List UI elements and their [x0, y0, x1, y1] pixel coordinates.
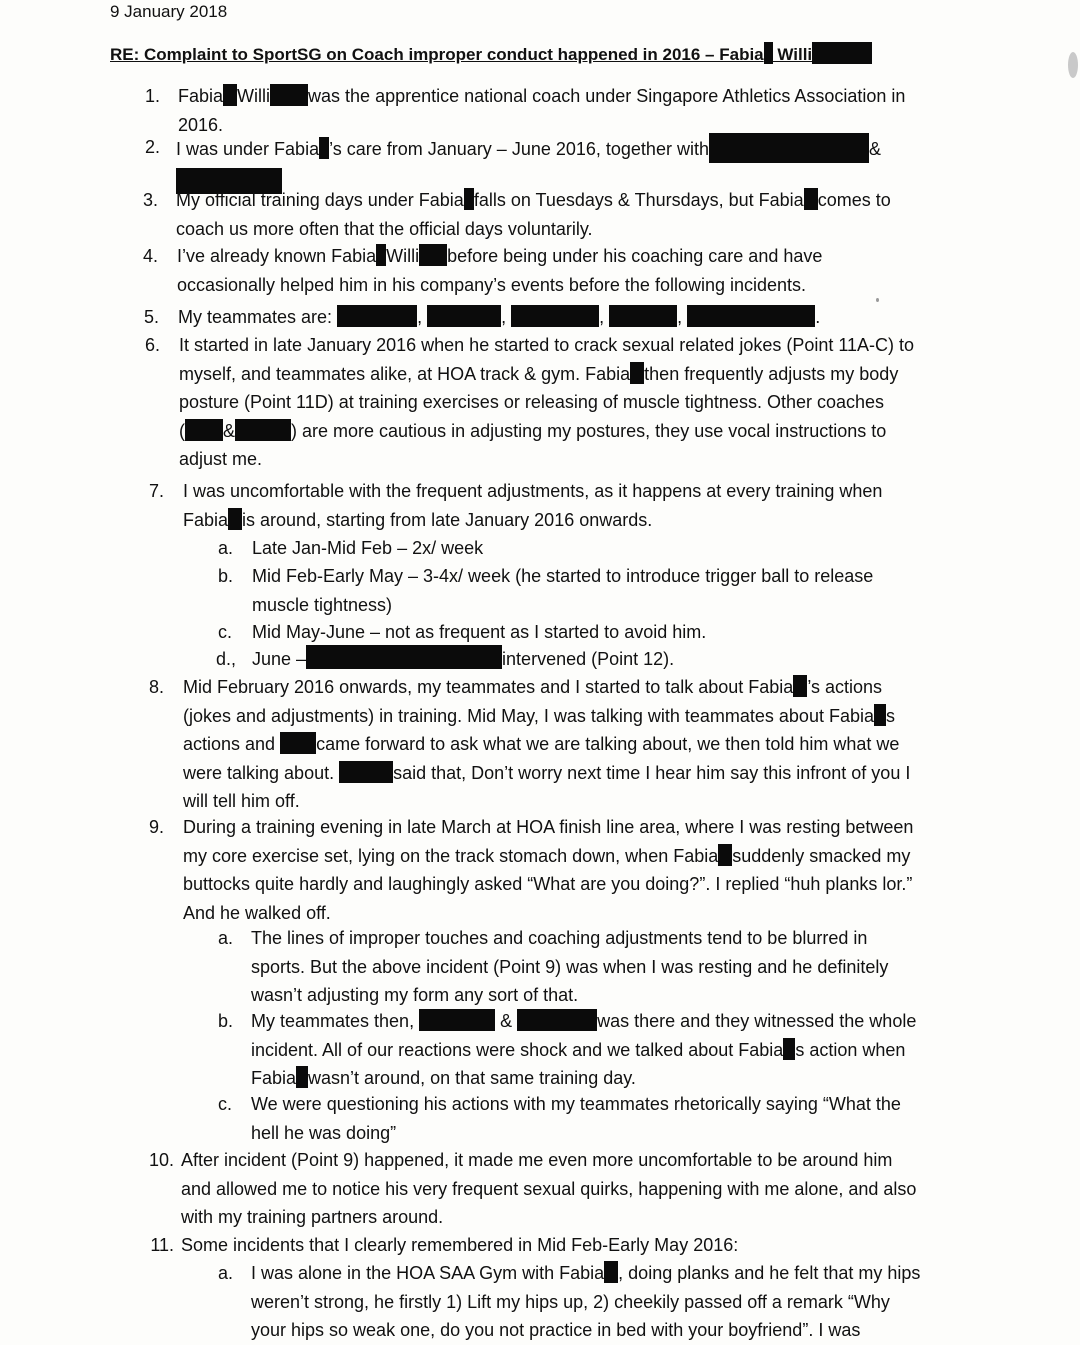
- item-line: occasionally helped him in his company’s events before the following incidents.: [177, 274, 807, 295]
- item-number: 2.: [144, 137, 160, 157]
- redaction-bar: [709, 133, 869, 163]
- redaction-bar: [804, 188, 818, 210]
- item-line: coach us more often that the official days voluntarily.: [176, 218, 593, 239]
- item-line: Fabia wasn’t around, on that same training day.: [251, 1068, 636, 1088]
- redaction-bar: [793, 675, 807, 697]
- redaction-bar: [235, 419, 291, 441]
- item-line: adjust me.: [179, 449, 263, 469]
- item-number: 9.: [148, 817, 164, 837]
- sub-item-letter: d.,: [216, 649, 237, 669]
- sub-item-letter: b.: [218, 1011, 234, 1031]
- item-line: I’ve already known Fabia Willi before being under his coaching care and have: [177, 246, 823, 266]
- item-line: The lines of improper touches and coaching adjustments tend to be blurred in: [251, 928, 868, 948]
- redaction-bar: [280, 732, 316, 754]
- redaction-bar: [812, 42, 872, 64]
- item-line: wasn’t adjusting my form any sort of that.: [251, 985, 579, 1005]
- item-line: incident. All of our reactions were shock and we talked about Fabia s action when: [251, 1039, 906, 1060]
- redaction-bar: [376, 244, 386, 266]
- redaction-bar: [337, 305, 417, 327]
- item-line: Fabia is around, starting from late January 2016 onwards.: [183, 509, 653, 530]
- redaction-bar: [419, 1009, 495, 1031]
- item-line: buttocks quite hardly and laughingly asked “What are you doing?”. I replied “huh planks lor.”: [183, 874, 913, 894]
- subject-text: RE: Complaint to SportSG on Coach improper conduct happened in 2016 – Fabia: [110, 45, 764, 64]
- item-number: 1.: [144, 86, 160, 106]
- item-line: ( & ) are more cautious in adjusting my postures, they use vocal instructions to: [179, 420, 887, 441]
- redaction-bar: [223, 84, 237, 106]
- redaction-bar: [270, 84, 308, 106]
- redaction-bar: [783, 1038, 795, 1060]
- redaction-bar: [319, 137, 329, 159]
- item-line: Mid February 2016 onwards, my teammates and I started to talk about Fabia ’s actions: [183, 677, 883, 697]
- redaction-bar: [874, 704, 886, 726]
- item-line: We were questioning his actions with my teammates rhetorically saying “What the: [251, 1094, 901, 1114]
- item-line: My official training days under Fabia falls on Tuesdays & Thursdays, but Fabia comes to: [176, 190, 891, 210]
- item-line: posture (Point 11D) at training exercises or releasing of muscle tightness. Other coaches: [179, 392, 885, 412]
- redaction-bar: [464, 188, 474, 210]
- document-date: 9 January 2018: [110, 2, 228, 21]
- item-line: Some incidents that I clearly remembered in Mid Feb-Early May 2016:: [181, 1235, 739, 1255]
- redaction-bar: [306, 645, 502, 669]
- item-number: 6.: [144, 335, 160, 355]
- item-line: hell he was doing”: [251, 1122, 397, 1143]
- item-number: 11.: [150, 1235, 174, 1255]
- sub-item-letter: a.: [218, 928, 234, 948]
- item-line: I was uncomfortable with the frequent adjustments, as it happens at every training when: [183, 481, 883, 501]
- sub-item-letter: a.: [218, 538, 234, 558]
- redaction-bar: [185, 419, 223, 441]
- item-line: myself, and teammates alike, at HOA track & gym. Fabia then frequently adjusts my body: [179, 363, 899, 384]
- item-line: muscle tightness): [252, 594, 393, 615]
- item-line: sports. But the above incident (Point 9) was when I was resting and he definitely: [251, 956, 889, 977]
- redaction-bar: [630, 362, 644, 384]
- item-line: June – intervened (Point 12).: [252, 645, 674, 674]
- item-number: 8.: [148, 677, 164, 697]
- item-line: will tell him off.: [183, 791, 300, 811]
- item-number: 3.: [142, 190, 158, 210]
- item-line: were talking about. said that, Don’t worry next time I hear him say this infront of you I: [183, 762, 911, 783]
- subject-text-2: Willi: [772, 45, 813, 64]
- scan-speck: [876, 298, 879, 302]
- item-line: And he walked off.: [183, 902, 331, 923]
- redaction-bar: [604, 1261, 618, 1283]
- redaction-bar: [511, 305, 599, 327]
- redaction-bar: [687, 305, 815, 327]
- item-line: It started in late January 2016 when he started to crack sexual related jokes (Point 11A-C) to: [179, 335, 915, 355]
- item-line: weren’t strong, he firstly 1) Lift my hips up, 2) cheekily passed off a remark “Why: [251, 1291, 890, 1312]
- item-line: I was under Fabia ’s care from January – June 2016, together with &: [176, 133, 881, 164]
- redaction-bar: [609, 305, 677, 327]
- document-subject: [110, 42, 872, 65]
- redaction-bar: [419, 244, 447, 266]
- item-line: Late Jan-Mid Feb – 2x/ week: [252, 538, 484, 558]
- item-line: your hips so weak one, do you not practice in bed with your boyfriend”. I was: [251, 1320, 861, 1340]
- scan-speck: [1068, 52, 1078, 78]
- item-number: 7.: [148, 481, 164, 501]
- item-line: my core exercise set, lying on the track stomach down, when Fabia suddenly smacked my: [183, 845, 911, 866]
- redaction-bar: [228, 508, 242, 530]
- redaction-bar: [517, 1009, 597, 1031]
- item-line: 2016.: [178, 114, 224, 135]
- item-line: and allowed me to notice his very frequent sexual quirks, happening with me alone, and also: [181, 1178, 917, 1199]
- item-line: Mid May-June – not as frequent as I started to avoid him.: [252, 622, 707, 642]
- sub-item-letter: c.: [218, 622, 233, 642]
- sub-item-letter: c.: [218, 1094, 233, 1114]
- sub-item-letter: a.: [218, 1263, 234, 1283]
- item-line: After incident (Point 9) happened, it made me even more uncomfortable to be around him: [181, 1150, 893, 1170]
- redaction-bar: [296, 1066, 308, 1088]
- item-number: 5.: [143, 307, 159, 327]
- item-line: During a training evening in late March at HOA finish line area, where I was resting between: [183, 817, 914, 837]
- redaction-bar: [718, 844, 732, 866]
- item-line: Mid Feb-Early May – 3-4x/ week (he started to introduce trigger ball to release: [252, 566, 874, 586]
- item-line: with my training partners around.: [181, 1207, 444, 1227]
- item-line: My teammates then, & was there and they witnessed the whole: [251, 1011, 917, 1031]
- item-line: My teammates are: , , , , .: [178, 307, 821, 327]
- item-line: I was alone in the HOA SAA Gym with Fabia , doing planks and he felt that my hips: [251, 1263, 921, 1283]
- redaction-bar: [339, 761, 393, 783]
- item-number: 4.: [142, 246, 158, 266]
- item-line: actions and came forward to ask what we are talking about, we then told him what we: [183, 734, 900, 754]
- redaction-bar: [427, 305, 501, 327]
- item-number: 10.: [148, 1150, 174, 1170]
- redaction-bar: [764, 42, 773, 64]
- sub-item-letter: b.: [218, 566, 234, 586]
- item-line: (jokes and adjustments) in training. Mid May, I was talking with teammates about Fabia s: [183, 705, 895, 726]
- item-line: Fabia Willi was the apprentice national coach under Singapore Athletics Association in: [178, 86, 906, 106]
